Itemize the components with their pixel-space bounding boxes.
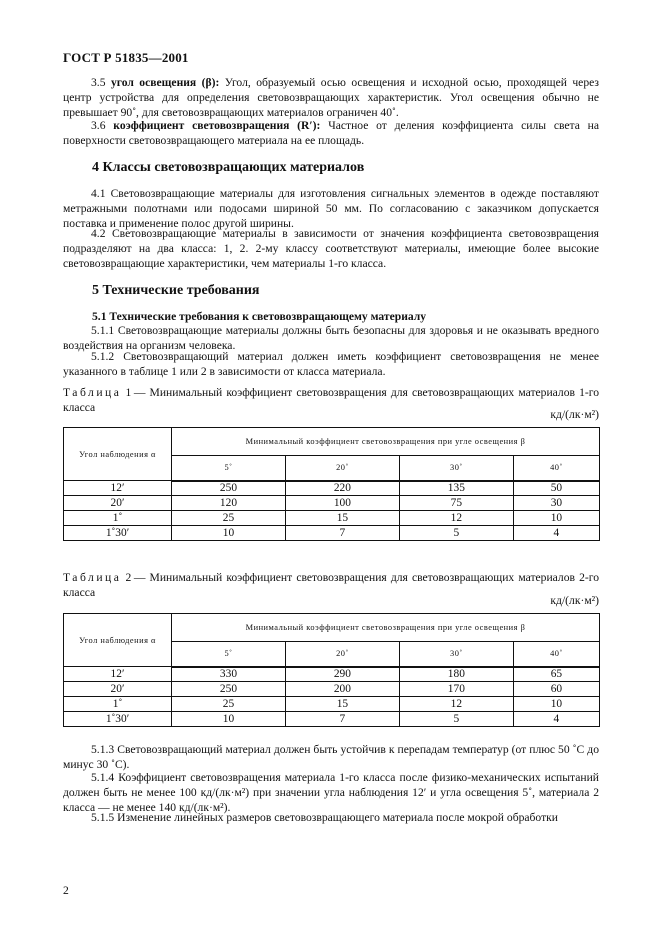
- table-row: [64, 682, 600, 697]
- table-2: [63, 613, 600, 727]
- column-header: 20˚: [285, 642, 399, 667]
- paragraph-5-1-4: 5.1.4 Коэффициент световозвращения материала 1-го класса после физико-механических испытаний должен быть не менее 100 кд/(лк·м²) при значении угла наблюдения 12′ и угла освещения 5˚, материала 2 класса — не менее 140 кд/(лк·м²).: [63, 771, 599, 815]
- table-cell: 10: [513, 511, 599, 526]
- paragraph-5-1-3: 5.1.3 Световозвращающий материал должен быть устойчив к перепадам температур (от плюс 50 ˚С до минус 30 ˚С).: [63, 743, 599, 772]
- table-cell: 5: [399, 712, 513, 727]
- table-row: [64, 667, 600, 682]
- table-cell: 250: [172, 682, 286, 697]
- table-cell: 4: [513, 526, 599, 541]
- table-cell: 330: [172, 667, 286, 682]
- table-cell: 7: [285, 526, 399, 541]
- column-header: 30˚: [399, 456, 513, 481]
- table-row: [64, 511, 600, 526]
- paragraph-4-1: 4.1 Световозвращающие материалы для изготовления сигнальных элементов в одежде поставляют метражными полотнами или подосами шириной 50 мм. По согласованию с заказчиком допускается поставка и применение полос другой ширины.: [63, 187, 599, 231]
- table-cell: 180: [399, 667, 513, 682]
- caption-number: 1: [125, 386, 134, 399]
- caption-text: — Минимальный коэффициент световозвращения для световозвращающих материалов 1-го класса: [63, 386, 599, 415]
- column-group-header: Минимальный коэффициент световозвращения при угле освещения β: [172, 614, 600, 642]
- table-row: [64, 481, 600, 496]
- table-cell: 290: [285, 667, 399, 682]
- definition: Угол, образуемый осью освещения и исходной осью, проходящей через центр устройства для определения световозвращающих характеристик. Угол освещения обычно не превышает 90˚, для световозвращающих материалов ограничен 40˚.: [63, 76, 599, 120]
- table-1-caption: [63, 385, 599, 415]
- table-2-unit: кд/(лк·м²): [550, 594, 599, 607]
- column-header: 5˚: [172, 642, 286, 667]
- paragraph-5-1-1: 5.1.1 Световозвращающие материалы должны быть безопасны для здоровья и не оказывать вредного воздействия на организм человека.: [63, 324, 599, 353]
- document-header: ГОСТ Р 51835—2001: [63, 50, 189, 65]
- paragraph-5-1-5: 5.1.5 Изменение линейных размеров световозвращающего материала после мокрой обработки: [91, 811, 558, 824]
- column-header: 40˚: [513, 642, 599, 667]
- table-cell: 60: [513, 682, 599, 697]
- paragraph-3-6: [63, 118, 599, 148]
- definition: Частное от деления коэффициента силы света на поверхности световозвращающего материала на ее площадь.: [63, 119, 600, 148]
- term: коэффициент световозвращения (R′):: [113, 119, 321, 132]
- table-cell: 220: [285, 481, 399, 496]
- table-cell: 135: [399, 481, 513, 496]
- table-cell: 25: [172, 697, 286, 712]
- table-cell: 1˚30′: [64, 712, 172, 727]
- table-cell: 10: [513, 697, 599, 712]
- table-row: [64, 697, 600, 712]
- clause-number: 3.5: [91, 76, 106, 89]
- section-5-title: 5 Технические требования: [92, 283, 260, 298]
- table-row: [64, 496, 600, 511]
- table-cell: 20′: [64, 496, 172, 511]
- term: угол освещения (β):: [110, 76, 220, 89]
- table-1: [63, 427, 600, 541]
- table-2-caption: [63, 570, 599, 600]
- column-header: 30˚: [399, 642, 513, 667]
- paragraph-5-1-2: 5.1.2 Световозвращающий материал должен иметь коэффициент световозвращения не менее указанного в таблице 1 или 2 в зависимости от класса материала.: [63, 350, 599, 379]
- table-cell: 15: [285, 511, 399, 526]
- table-row: [64, 712, 600, 727]
- table-cell: 10: [172, 526, 286, 541]
- row-header: Угол наблюдения α: [64, 614, 172, 667]
- table-cell: 15: [285, 697, 399, 712]
- column-header: 5˚: [172, 456, 286, 481]
- caption-number: 2: [125, 571, 134, 584]
- table-row: [64, 526, 600, 541]
- page-number: 2: [63, 884, 69, 897]
- table-cell: 25: [172, 511, 286, 526]
- caption-word: Таблица: [63, 386, 122, 399]
- column-group-header: Минимальный коэффициент световозвращения при угле освещения β: [172, 428, 600, 456]
- table-cell: 4: [513, 712, 599, 727]
- table-cell: 20′: [64, 682, 172, 697]
- table-cell: 200: [285, 682, 399, 697]
- paragraph-3-5: [63, 75, 599, 121]
- table-cell: 50: [513, 481, 599, 496]
- table-cell: 120: [172, 496, 286, 511]
- paragraph-4-2: 4.2 Световозвращающие материалы в зависимости от значения коэффициента световозвращения подразделяют на два класса: 1, 2. 2-му классу соответствуют материалы, имеющие более высокие световозвращающие характеристики, чем материалы 1-го класса.: [63, 227, 599, 271]
- table-cell: 12′: [64, 481, 172, 496]
- table-cell: 12′: [64, 667, 172, 682]
- caption-text: — Минимальный коэффициент световозвращения для световозвращающих материалов 2-го класса: [63, 571, 599, 600]
- table-cell: 12: [399, 697, 513, 712]
- table-1-unit: кд/(лк·м²): [550, 408, 599, 421]
- table-cell: 1˚: [64, 697, 172, 712]
- table-cell: 65: [513, 667, 599, 682]
- column-header: 20˚: [285, 456, 399, 481]
- table-cell: 10: [172, 712, 286, 727]
- table-cell: 30: [513, 496, 599, 511]
- table-cell: 1˚30′: [64, 526, 172, 541]
- row-header: Угол наблюдения α: [64, 428, 172, 481]
- table-cell: 100: [285, 496, 399, 511]
- caption-word: Таблица: [63, 571, 122, 584]
- table-cell: 250: [172, 481, 286, 496]
- table-cell: 12: [399, 511, 513, 526]
- clause-number: 3.6: [91, 119, 106, 132]
- table-cell: 170: [399, 682, 513, 697]
- table-cell: 7: [285, 712, 399, 727]
- table-cell: 75: [399, 496, 513, 511]
- section-4-title: 4 Классы световозвращающих материалов: [92, 160, 365, 175]
- section-5-1-title: 5.1 Технические требования к световозвращающему материалу: [92, 310, 427, 323]
- table-cell: 5: [399, 526, 513, 541]
- table-cell: 1˚: [64, 511, 172, 526]
- column-header: 40˚: [513, 456, 599, 481]
